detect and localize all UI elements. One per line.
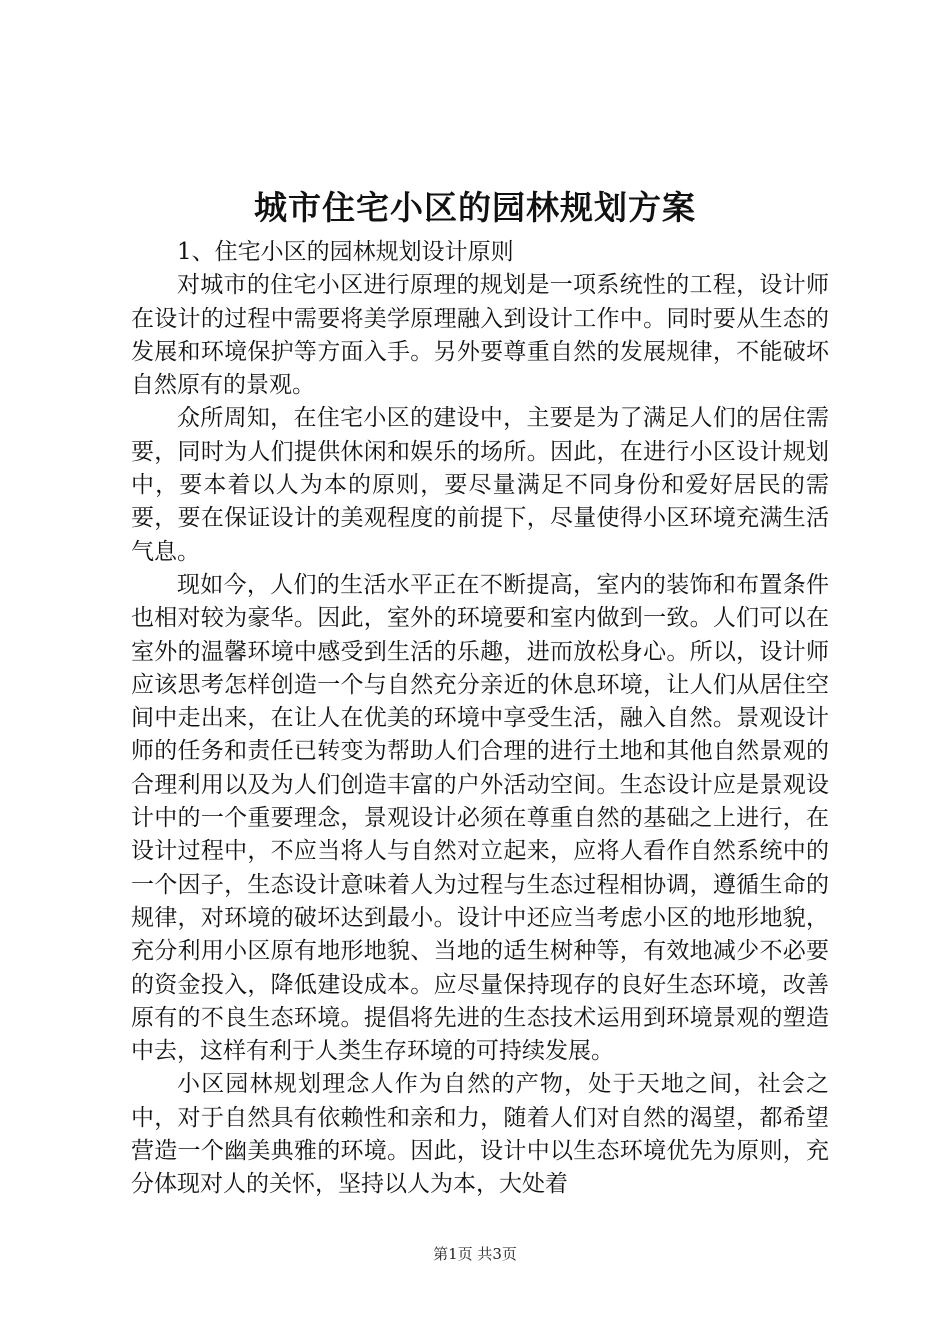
- document-body: [131, 236, 829, 1202]
- paragraph-2: 众所周知，在住宅小区的建设中，主要是为了满足人们的居住需要，同时为人们提供休闲和娱乐的场所。因此，在进行小区设计规划中，要本着以人为本的原则，要尽量满足不同身份和爱好居民的需要，要在保证设计的美观程度的前提下，尽量使得小区环境充满生活气息。: [131, 405, 829, 565]
- page-footer: 第1页 共3页: [433, 1245, 517, 1263]
- section-heading: 1、住宅小区的园林规划设计原则: [177, 239, 514, 265]
- paragraph-3: 现如今，人们的生活水平正在不断提高，室内的装饰和布置条件也相对较为豪华。因此，室外的环境要和室内做到一致。人们可以在室外的温馨环境中感受到生活的乐趣，进而放松身心。所以，设计师应该思考怎样创造一个与自然充分亲近的休息环境，让人们从居住空间中走出来，在让人在优美的环境中享受生活，融入自然。景观设计师的任务和责任已转变为帮助人们合理的进行土地和其他自然景观的合理利用以及为人们创造丰富的户外活动空间。生态设计应是景观设计中的一个重要理念，景观设计必须在尊重自然的基础之上进行，在设计过程中，不应当将人与自然对立起来，应将人看作自然系统中的一个因子，生态设计意味着人为过程与生态过程相协调，遵循生命的规律，对环境的破坏达到最小。设计中还应当考虑小区的地形地貌，充分利用小区原有地形地貌、当地的适生树种等，有效地减少不必要的资金投入，降低建设成本。应尽量保持现存的良好生态环境，改善原有的不良生态环境。提倡将先进的生态技术运用到环境景观的塑造中去，这样有利于人类生存环境的可持续发展。: [131, 571, 829, 1065]
- document-title: 城市住宅小区的园林规划方案: [254, 188, 696, 227]
- paragraph-1: 对城市的住宅小区进行原理的规划是一项系统性的工程，设计师在设计的过程中需要将美学原理融入到设计工作中。同时要从生态的发展和环境保护等方面入手。另外要尊重自然的发展规律，不能破坏自然原有的景观。: [131, 272, 829, 399]
- paragraph-4: 小区园林规划理念人作为自然的产物，处于天地之间，社会之中，对于自然具有依赖性和亲和力，随着人们对自然的渴望，都希望营造一个幽美典雅的环境。因此，设计中以生态环境优先为原则，充分体现对人的关怀，坚持以人为本，大处着: [131, 1071, 829, 1198]
